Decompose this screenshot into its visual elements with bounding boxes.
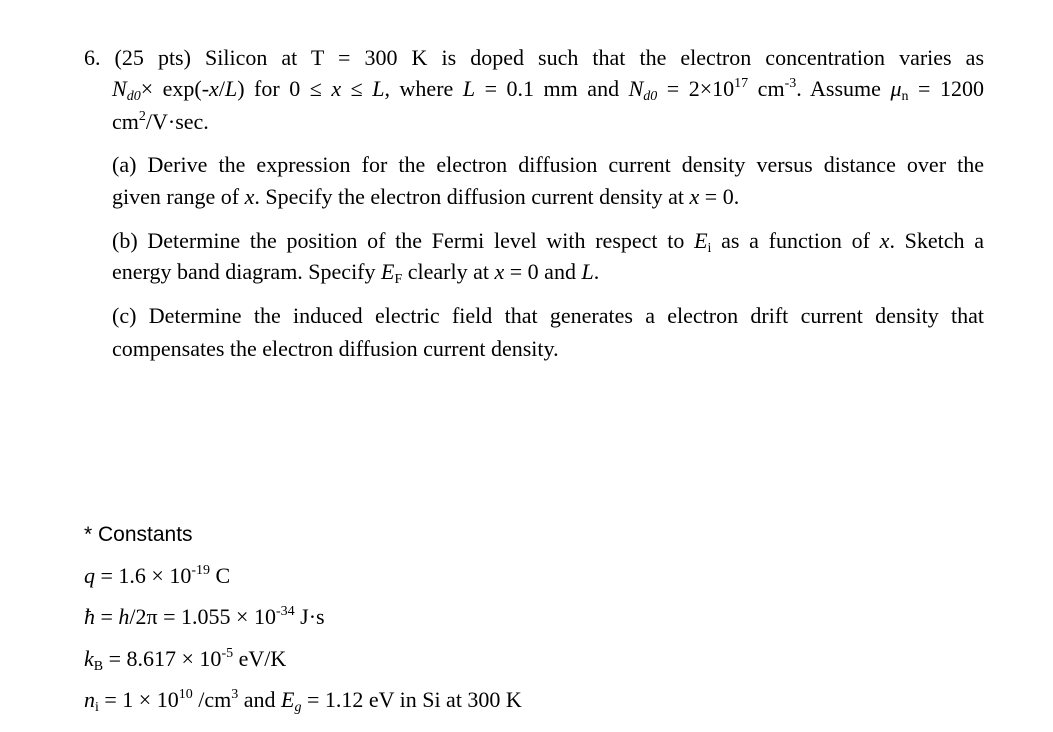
and-text: and bbox=[238, 687, 281, 712]
q-symbol: q bbox=[84, 563, 95, 588]
eg-symbol: E bbox=[280, 687, 295, 712]
mu-subscript: n bbox=[901, 89, 909, 104]
x-var: x bbox=[209, 76, 219, 101]
ef-symbol: E bbox=[381, 259, 395, 284]
problem-line-1 bbox=[84, 44, 984, 72]
q-value: = 1.6 × 10 bbox=[95, 563, 192, 588]
constant-kb bbox=[84, 645, 286, 673]
exp-text: × exp(- bbox=[140, 76, 210, 101]
problem-text-1: 6. (25 pts) Silicon at T = 300 K is doped such that the electron concentration varies as bbox=[84, 45, 984, 70]
x-var-2: x bbox=[331, 76, 342, 101]
ndo-exponent: 17 bbox=[734, 76, 749, 91]
kb-value: = 8.617 × 10 bbox=[103, 646, 222, 671]
constant-ni-eg bbox=[84, 686, 522, 714]
part-b-text-1d: as a function of bbox=[711, 228, 880, 253]
ni-exponent: 10 bbox=[178, 687, 193, 702]
ni-value: = 1 × 10 bbox=[98, 687, 179, 712]
part-b-line-1 bbox=[112, 227, 984, 255]
part-a-text-2c: . Specify the electron diffusion current density at bbox=[254, 184, 690, 209]
hbar-unit: J·s bbox=[294, 604, 325, 629]
mobility-unit: /V·sec. bbox=[145, 109, 209, 134]
kb-symbol: k bbox=[84, 646, 94, 671]
constants-heading bbox=[84, 521, 193, 549]
eg-value: = 1.12 eV in Si at 300 K bbox=[301, 687, 522, 712]
hbar-exponent: -34 bbox=[275, 604, 295, 619]
kb-exponent: -5 bbox=[221, 646, 234, 661]
range-text: ) for 0 ≤ bbox=[237, 76, 332, 101]
l-var-3: L bbox=[462, 76, 476, 101]
hbar-symbol: ħ bbox=[84, 604, 95, 629]
part-b-text-2h: . bbox=[593, 259, 600, 284]
ndo-symbol-2: N bbox=[628, 76, 644, 101]
hbar-eq: = bbox=[95, 604, 119, 629]
part-c-line-1 bbox=[112, 302, 984, 330]
x-var-4: x bbox=[689, 184, 700, 209]
slash: / bbox=[218, 76, 225, 101]
kb-unit: eV/K bbox=[233, 646, 287, 671]
part-b-text-1f: . Sketch a bbox=[889, 228, 984, 253]
q-unit: C bbox=[210, 563, 231, 588]
constant-q bbox=[84, 562, 230, 590]
ef-subscript: F bbox=[394, 272, 403, 287]
part-c-line-2 bbox=[112, 335, 559, 363]
constants-heading-text: * Constants bbox=[84, 523, 193, 546]
problem-line-2 bbox=[112, 75, 984, 103]
part-b-text-2a: energy band diagram. Specify bbox=[112, 259, 382, 284]
part-c-text-1: (c) Determine the induced electric field that generates a electron drift current density that bbox=[112, 303, 984, 328]
ni-unit-exponent: 3 bbox=[231, 687, 239, 702]
part-a-text-1: (a) Derive the expression for the electron diffusion current density versus distance over the bbox=[112, 152, 984, 177]
ndo-subscript-2: d0 bbox=[643, 89, 658, 104]
assume-text: . Assume bbox=[796, 76, 891, 101]
ei-symbol: E bbox=[694, 228, 708, 253]
constant-hbar bbox=[84, 603, 325, 631]
l-var-4: L bbox=[581, 259, 594, 284]
ni-unit: /cm bbox=[192, 687, 232, 712]
x-var-5: x bbox=[879, 228, 890, 253]
cm-exponent-2: 2 bbox=[138, 109, 146, 124]
ni-subscript: i bbox=[95, 700, 99, 715]
eg-subscript: g bbox=[294, 700, 302, 715]
hbar-value: /2π = 1.055 × 10 bbox=[129, 604, 276, 629]
x-var-3: x bbox=[244, 184, 255, 209]
mu-symbol: μ bbox=[890, 76, 902, 101]
ei-subscript: i bbox=[707, 241, 712, 256]
ndo-symbol: N bbox=[112, 76, 127, 101]
part-b-line-2 bbox=[112, 258, 599, 286]
part-a-text-2a: given range of bbox=[112, 184, 245, 209]
q-exponent: -19 bbox=[191, 563, 210, 578]
ni-symbol: n bbox=[84, 687, 95, 712]
mu-value: = 1200 bbox=[908, 76, 984, 101]
l-value: = 0.1 mm and bbox=[475, 76, 629, 101]
part-a-line-1 bbox=[112, 151, 984, 179]
l-var: L bbox=[224, 76, 238, 101]
x-var-6: x bbox=[494, 259, 505, 284]
l-var-2: L bbox=[372, 76, 385, 101]
cm-unit-2: cm bbox=[112, 109, 139, 134]
part-b-text-2f: = 0 and bbox=[504, 259, 582, 284]
part-a-line-2 bbox=[112, 183, 739, 211]
leq: ≤ bbox=[341, 76, 373, 101]
part-a-text-2e: = 0. bbox=[699, 184, 740, 209]
part-c-text-2: compensates the electron diffusion current density. bbox=[112, 336, 559, 361]
h-symbol: h bbox=[118, 604, 130, 629]
ndo-subscript: d0 bbox=[126, 89, 141, 104]
where-text: , where bbox=[384, 76, 463, 101]
problem-line-3 bbox=[112, 108, 209, 136]
part-b-text-2d: clearly at bbox=[402, 259, 495, 284]
kb-subscript: B bbox=[93, 659, 104, 674]
part-b-text-1a: (b) Determine the position of the Fermi level with respect to bbox=[112, 228, 695, 253]
cm-unit: cm bbox=[748, 76, 785, 101]
ndo-value: = 2×10 bbox=[657, 76, 735, 101]
cm-exponent: -3 bbox=[784, 76, 797, 91]
